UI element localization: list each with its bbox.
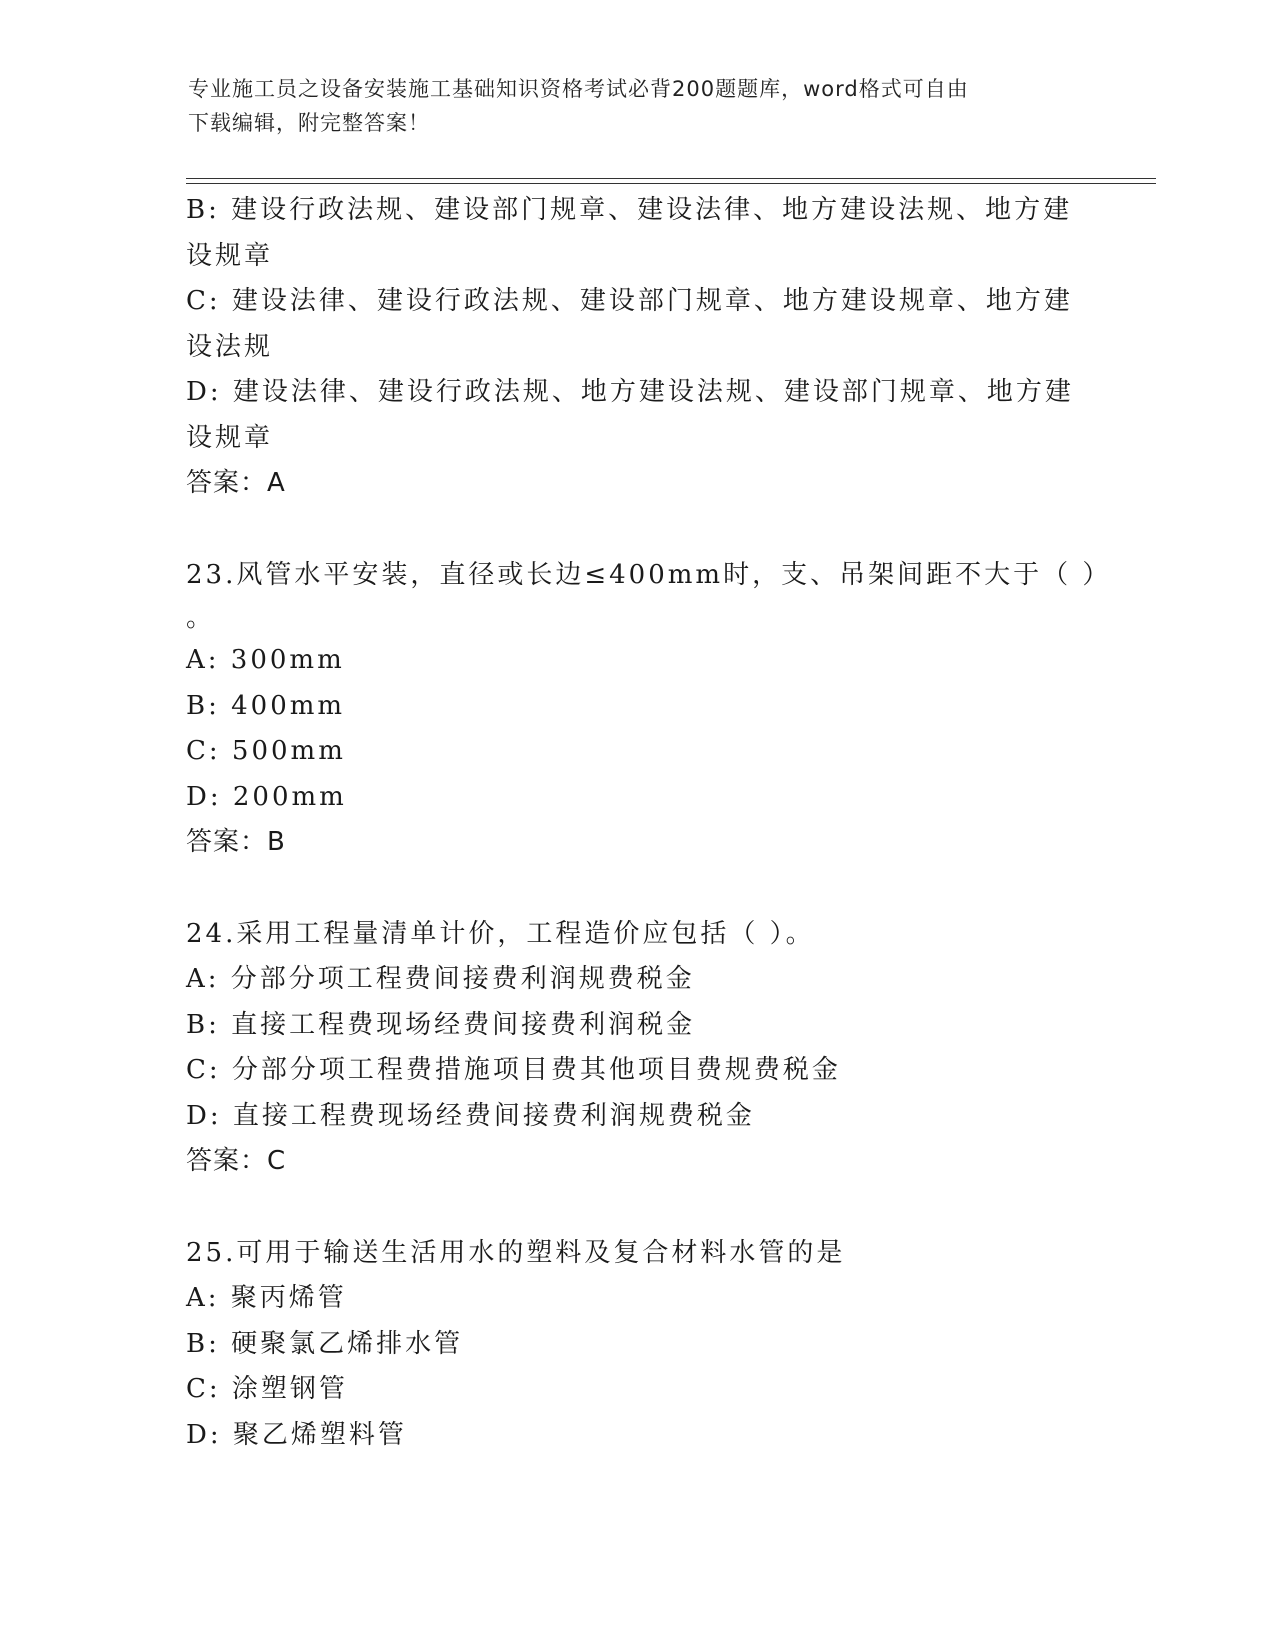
question-23 bbox=[186, 553, 1112, 866]
option-c-line-1: C: 建设法律、建设行政法规、建设部门规章、地方建设规章、地方建 bbox=[186, 286, 1073, 316]
question-stem: 24.采用工程量清单计价，工程造价应包括（ ）。 bbox=[186, 918, 815, 949]
question-stem: 25.可用于输送生活用水的塑料及复合材料水管的是 bbox=[186, 1237, 846, 1268]
header-divider-top bbox=[186, 178, 1156, 179]
option-c-line-2: 设法规 bbox=[186, 331, 274, 362]
question-stem-line-1: 23.风管水平安装，直径或长边≤400mm时，支、吊架间距不大于（ ） bbox=[186, 559, 1112, 590]
header-divider-bottom bbox=[186, 183, 1156, 184]
answer: 答案：A bbox=[186, 468, 286, 498]
option-b: B: 硬聚氯乙烯排水管 bbox=[186, 1328, 464, 1359]
option-d: D: 直接工程费现场经费间接费利润规费税金 bbox=[186, 1100, 755, 1131]
option-c: C: 500mm bbox=[186, 736, 346, 766]
option-b-line-1: B: 建设行政法规、建设部门规章、建设法律、地方建设法规、地方建 bbox=[186, 195, 1073, 225]
option-b: B: 直接工程费现场经费间接费利润税金 bbox=[186, 1009, 696, 1040]
option-a: A: 分部分项工程费间接费利润规费税金 bbox=[186, 964, 695, 994]
option-d-line-2: 设规章 bbox=[186, 422, 274, 453]
header-line-1: 专业施工员之设备安装施工基础知识资格考试必背200题题库，word格式可自由 bbox=[188, 77, 969, 101]
option-c: C: 分部分项工程费措施项目费其他项目费规费税金 bbox=[186, 1055, 841, 1085]
document-header bbox=[188, 72, 1078, 140]
question-22 bbox=[186, 188, 1086, 507]
header-line-2: 下载编辑，附完整答案！ bbox=[188, 111, 430, 135]
answer: 答案：C bbox=[186, 1146, 287, 1176]
question-stem-line-2: 。 bbox=[186, 603, 216, 633]
question-25 bbox=[186, 1231, 1086, 1459]
option-a: A: 300mm bbox=[186, 645, 345, 675]
answer: 答案：B bbox=[186, 827, 286, 857]
option-d: D: 聚乙烯塑料管 bbox=[186, 1419, 407, 1450]
option-d: D: 200mm bbox=[186, 781, 347, 812]
option-a: A: 聚丙烯管 bbox=[186, 1283, 347, 1313]
option-b-line-2: 设规章 bbox=[186, 240, 274, 271]
option-b: B: 400mm bbox=[186, 690, 346, 721]
question-24 bbox=[186, 912, 1086, 1185]
question-list bbox=[186, 188, 1112, 1458]
option-d-line-1: D: 建设法律、建设行政法规、地方建设法规、建设部门规章、地方建 bbox=[186, 377, 1074, 407]
option-c: C: 涂塑钢管 bbox=[186, 1374, 348, 1404]
